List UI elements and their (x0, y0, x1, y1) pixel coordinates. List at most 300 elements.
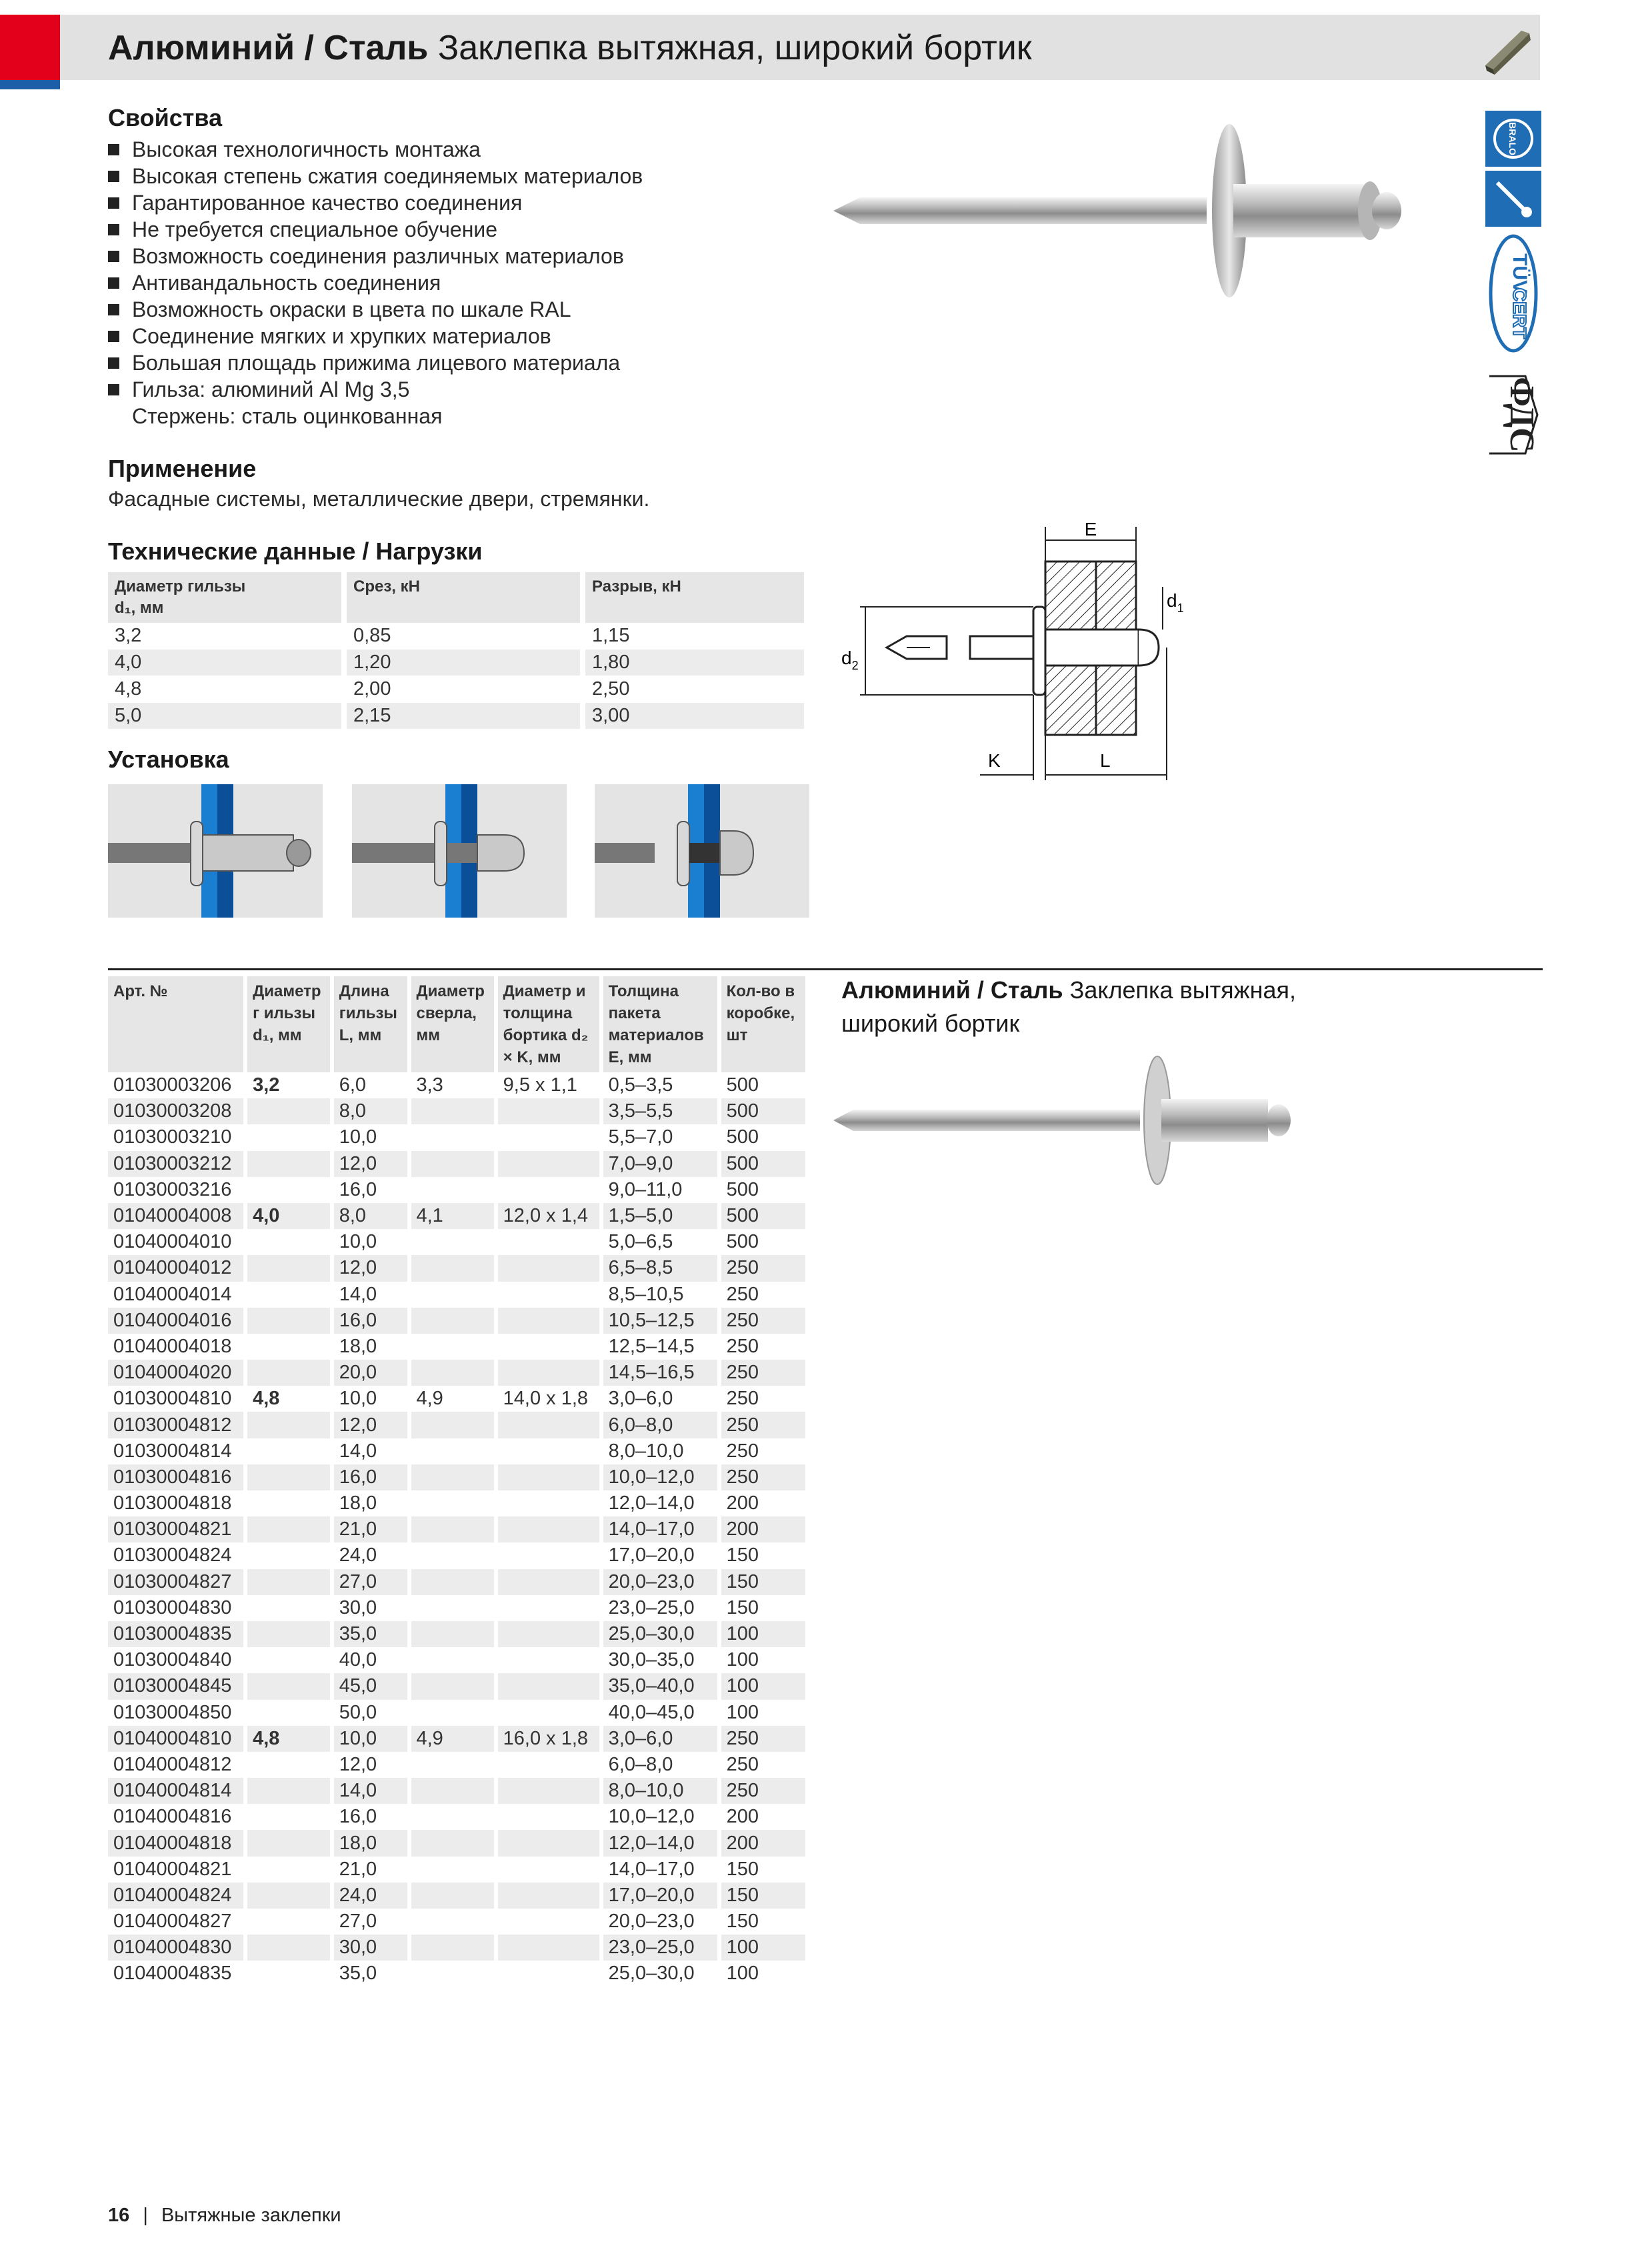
product-cell: 01030004810 (108, 1386, 247, 1412)
product-row (108, 1830, 809, 1856)
svg-text:ФДС: ФДС (1503, 377, 1541, 453)
product-cell: 6,0–8,0 (603, 1412, 721, 1438)
application-heading: Применение (108, 455, 257, 482)
bullet-icon (108, 331, 119, 342)
tech-cell: 1,80 (585, 650, 809, 676)
product-cell (247, 1464, 334, 1490)
product-cell: 500 (721, 1151, 809, 1177)
tech-row (108, 703, 809, 730)
product-cell (247, 1124, 334, 1150)
property-item (108, 136, 643, 163)
product-cell (498, 1804, 603, 1830)
product-cell (498, 1542, 603, 1568)
bullet-icon (108, 251, 119, 262)
product-cell: 25,0–30,0 (603, 1961, 721, 1987)
product-row (108, 1935, 809, 1961)
product-cell (411, 1752, 498, 1778)
product-cell (498, 1412, 603, 1438)
tech-cell: 2,15 (347, 703, 585, 730)
product-cell (498, 1124, 603, 1150)
product-cell: 100 (721, 1647, 809, 1673)
product-cell (247, 1516, 334, 1542)
product-row (108, 1360, 809, 1386)
product-cell: 24,0 (334, 1542, 411, 1568)
product-cell (247, 1595, 334, 1621)
product-cell: 6,0 (334, 1072, 411, 1098)
product-cell: 20,0–23,0 (603, 1909, 721, 1935)
product-cell: 01030004818 (108, 1490, 247, 1516)
product-cell: 45,0 (334, 1673, 411, 1699)
tech-cell: 5,0 (108, 703, 347, 730)
product-cell (498, 1438, 603, 1464)
product-row (108, 1438, 809, 1464)
product-cell: 250 (721, 1308, 809, 1334)
product-cell: 12,0 (334, 1151, 411, 1177)
product-cell: 8,0 (334, 1203, 411, 1229)
product-row (108, 1857, 809, 1883)
property-text: Гильза: алюминий Al Mg 3,5 (132, 377, 410, 401)
product-cell (247, 1177, 334, 1203)
product-cell: 16,0 (334, 1308, 411, 1334)
product-cell: 3,3 (411, 1072, 498, 1098)
product-cell (247, 1778, 334, 1804)
tech-col-diameter-unit: d₁, мм (115, 599, 164, 617)
product-cell (411, 1124, 498, 1150)
property-item (108, 349, 643, 376)
product-cell (247, 1857, 334, 1883)
product-cell: 01040004014 (108, 1282, 247, 1308)
properties-heading: Свойства (108, 104, 223, 131)
product-cell: 01040004818 (108, 1830, 247, 1856)
product-cell: 500 (721, 1203, 809, 1229)
product-cell: 01030004840 (108, 1647, 247, 1673)
tech-row (108, 676, 809, 703)
bullet-icon (108, 197, 119, 209)
product-row (108, 1647, 809, 1673)
product-cell: 6,0–8,0 (603, 1752, 721, 1778)
brand-red-mark (0, 15, 60, 80)
product-cell: 01040004008 (108, 1203, 247, 1229)
product-row (108, 1700, 809, 1726)
product-row (108, 1308, 809, 1334)
product-row (108, 1255, 809, 1281)
product-cell (498, 1151, 603, 1177)
side-rivet-photo (833, 1054, 1327, 1200)
product-cell: 10,0–12,0 (603, 1464, 721, 1490)
product-cell: 27,0 (334, 1569, 411, 1595)
product-cell: 100 (721, 1700, 809, 1726)
install-step-3 (595, 784, 809, 918)
product-cell (498, 1752, 603, 1778)
product-cell: 14,0–17,0 (603, 1516, 721, 1542)
product-cell (498, 1935, 603, 1961)
product-cell: 01030003208 (108, 1098, 247, 1124)
product-cell (411, 1308, 498, 1334)
properties-list (108, 136, 643, 429)
product-cell: 200 (721, 1490, 809, 1516)
product-cell: 24,0 (334, 1883, 411, 1909)
product-cell: 01040004020 (108, 1360, 247, 1386)
product-cell: 01040004827 (108, 1909, 247, 1935)
property-text: Соединение мягких и хрупких материалов (132, 324, 551, 348)
rivet-tool-icon (1485, 171, 1541, 227)
product-row (108, 1151, 809, 1177)
product-cell: 35,0–40,0 (603, 1673, 721, 1699)
title-product: Заклепка вытяжная, широкий бортик (437, 29, 1032, 67)
product-cell (247, 1909, 334, 1935)
tech-cell: 4,8 (108, 676, 347, 703)
product-cell: 12,0 x 1,4 (498, 1203, 603, 1229)
product-cell (411, 1255, 498, 1281)
tuv-cert-logo (1485, 233, 1541, 353)
product-cell: 18,0 (334, 1490, 411, 1516)
tech-col-diameter (108, 572, 347, 623)
product-cell: 16,0 (334, 1177, 411, 1203)
product-cell: 250 (721, 1778, 809, 1804)
side-title-product: Заклепка вытяжная, широкий бортик (841, 976, 1297, 1037)
page-footer (108, 2205, 341, 2227)
svg-text:TÜV: TÜV (1509, 253, 1531, 293)
footer-separator: | (143, 2205, 148, 2226)
property-item (108, 269, 643, 296)
product-cell: 100 (721, 1673, 809, 1699)
product-cell (411, 1569, 498, 1595)
product-row (108, 1229, 809, 1255)
side-title-material: Алюминий / Сталь (841, 976, 1063, 1004)
bralo-logo (1485, 111, 1541, 167)
product-row (108, 1804, 809, 1830)
product-cell (411, 1177, 498, 1203)
tech-row (108, 623, 809, 650)
product-cell: 01030004812 (108, 1412, 247, 1438)
product-cell: 30,0 (334, 1595, 411, 1621)
product-cell: 250 (721, 1412, 809, 1438)
product-cell (411, 1883, 498, 1909)
product-cell: 01030004816 (108, 1464, 247, 1490)
product-cell (411, 1673, 498, 1699)
product-cell: 100 (721, 1935, 809, 1961)
tech-header-row (108, 572, 809, 623)
product-cell (411, 1909, 498, 1935)
product-cell: 500 (721, 1072, 809, 1098)
product-cell: 01040004824 (108, 1883, 247, 1909)
product-cell: 18,0 (334, 1830, 411, 1856)
product-cell: 150 (721, 1595, 809, 1621)
product-cell (411, 1778, 498, 1804)
product-cell: 100 (721, 1961, 809, 1987)
product-cell: 14,5–16,5 (603, 1360, 721, 1386)
tech-cell: 2,00 (347, 676, 585, 703)
product-cell: 27,0 (334, 1909, 411, 1935)
product-cell: 3,2 (247, 1072, 334, 1098)
product-cell: 01030003210 (108, 1124, 247, 1150)
product-cell: 8,5–10,5 (603, 1282, 721, 1308)
tech-col-diameter-label: Диаметр гильзы (115, 578, 246, 596)
product-cell: 250 (721, 1386, 809, 1412)
brand-blue-mark (0, 80, 60, 89)
property-text: Возможность соединения различных материалов (132, 244, 624, 268)
product-cell: 01040004016 (108, 1308, 247, 1334)
product-cell (247, 1752, 334, 1778)
product-cell: 16,0 (334, 1464, 411, 1490)
product-cell: 1,5–5,0 (603, 1203, 721, 1229)
product-cell: 40,0 (334, 1647, 411, 1673)
install-step-1 (108, 784, 323, 918)
product-cell: 250 (721, 1334, 809, 1360)
product-cell: 14,0 (334, 1282, 411, 1308)
product-cell (498, 1464, 603, 1490)
product-row (108, 1778, 809, 1804)
product-cell (498, 1778, 603, 1804)
svg-text:d2: $d_2$ (841, 648, 859, 672)
product-row (108, 1464, 809, 1490)
product-cell: 16,0 (334, 1804, 411, 1830)
product-cell (247, 1334, 334, 1360)
product-cell (411, 1098, 498, 1124)
page-number: 16 (108, 2205, 130, 2226)
product-cell: 12,0 (334, 1752, 411, 1778)
product-cell: 10,0 (334, 1726, 411, 1752)
product-cell: 5,0–6,5 (603, 1229, 721, 1255)
product-cell: 8,0 (334, 1098, 411, 1124)
bullet-icon (108, 171, 119, 182)
property-text: Возможность окраски в цвета по шкале RAL (132, 297, 571, 321)
svg-text:BRALO: BRALO (1507, 122, 1518, 155)
product-cell (247, 1229, 334, 1255)
product-cell: 200 (721, 1804, 809, 1830)
product-cell: 30,0 (334, 1935, 411, 1961)
product-cell (411, 1360, 498, 1386)
product-cell (498, 1282, 603, 1308)
product-cell: 01030004835 (108, 1621, 247, 1647)
product-row (108, 1542, 809, 1568)
product-cell: 14,0 x 1,8 (498, 1386, 603, 1412)
product-cell (498, 1490, 603, 1516)
product-cell (498, 1569, 603, 1595)
product-cell (498, 1857, 603, 1883)
product-cell: 5,5–7,0 (603, 1124, 721, 1150)
product-cell: 01040004814 (108, 1778, 247, 1804)
product-cell: 17,0–20,0 (603, 1542, 721, 1568)
tech-row (108, 650, 809, 676)
tech-col-tensile: Разрыв, кН (585, 572, 809, 623)
product-cell: 10,0 (334, 1124, 411, 1150)
property-continuation: Стержень: сталь оцинкованная (132, 404, 443, 428)
svg-text:E: E (1084, 519, 1097, 539)
product-cell (411, 1647, 498, 1673)
product-cell: 35,0 (334, 1621, 411, 1647)
property-text: Большая площадь прижима лицевого материала (132, 351, 621, 375)
product-cell: 12,0 (334, 1255, 411, 1281)
product-row (108, 1595, 809, 1621)
product-cell: 50,0 (334, 1700, 411, 1726)
product-cell (411, 1151, 498, 1177)
product-cell: 8,0–10,0 (603, 1778, 721, 1804)
product-cell: 10,0 (334, 1229, 411, 1255)
product-cell: 01040004012 (108, 1255, 247, 1281)
tech-cell: 0,85 (347, 623, 585, 650)
product-cell (247, 1490, 334, 1516)
product-row (108, 1961, 809, 1987)
product-cell (411, 1830, 498, 1856)
product-cell: 3,0–6,0 (603, 1386, 721, 1412)
product-cell: 23,0–25,0 (603, 1595, 721, 1621)
product-cell: 500 (721, 1229, 809, 1255)
product-cell: 3,5–5,5 (603, 1098, 721, 1124)
product-cell (411, 1282, 498, 1308)
product-col-header: Длина гильзы L, мм (334, 976, 411, 1072)
property-text: Антивандальность соединения (132, 271, 441, 295)
product-cell: 7,0–9,0 (603, 1151, 721, 1177)
product-row (108, 1673, 809, 1699)
product-cell (498, 1830, 603, 1856)
property-item (108, 216, 643, 243)
product-cell (247, 1282, 334, 1308)
product-cell: 8,0–10,0 (603, 1438, 721, 1464)
property-item (108, 163, 643, 189)
product-cell: 150 (721, 1542, 809, 1568)
product-cell: 01030004830 (108, 1595, 247, 1621)
product-cell (247, 1151, 334, 1177)
product-cell: 4,1 (411, 1203, 498, 1229)
product-row (108, 1516, 809, 1542)
tech-cell: 1,20 (347, 650, 585, 676)
product-cell: 500 (721, 1177, 809, 1203)
rivet-photo (833, 115, 1433, 301)
product-cell: 250 (721, 1726, 809, 1752)
product-cell: 4,8 (247, 1386, 334, 1412)
tech-cell: 3,2 (108, 623, 347, 650)
bullet-icon (108, 384, 119, 395)
product-cell (411, 1412, 498, 1438)
profile-rail-icon (1481, 25, 1535, 75)
product-cell (247, 1935, 334, 1961)
product-cell: 01040004810 (108, 1726, 247, 1752)
product-cell (411, 1516, 498, 1542)
product-cell: 01030003216 (108, 1177, 247, 1203)
product-cell (498, 1255, 603, 1281)
tech-cell: 4,0 (108, 650, 347, 676)
product-cell: 01040004018 (108, 1334, 247, 1360)
product-cell: 01030003206 (108, 1072, 247, 1098)
product-cell: 20,0–23,0 (603, 1569, 721, 1595)
product-cell: 01030004845 (108, 1673, 247, 1699)
product-cell (498, 1647, 603, 1673)
product-cell: 16,0 x 1,8 (498, 1726, 603, 1752)
side-product-title (841, 974, 1348, 1040)
product-row (108, 1726, 809, 1752)
product-cell: 500 (721, 1098, 809, 1124)
product-col-header: Диаметр и толщина бортика d₂ × K, мм (498, 976, 603, 1072)
product-cell: 14,0 (334, 1778, 411, 1804)
tech-cell: 2,50 (585, 676, 809, 703)
product-cell: 21,0 (334, 1516, 411, 1542)
product-cell: 12,0 (334, 1412, 411, 1438)
product-cell: 23,0–25,0 (603, 1935, 721, 1961)
product-cell (498, 1098, 603, 1124)
product-row (108, 1282, 809, 1308)
tech-table (108, 572, 809, 730)
product-cell: 4,0 (247, 1203, 334, 1229)
product-row (108, 1490, 809, 1516)
product-cell: 01030004827 (108, 1569, 247, 1595)
product-cell: 250 (721, 1255, 809, 1281)
property-text: Высокая степень сжатия соединяемых материалов (132, 164, 643, 188)
property-text: Высокая технологичность монтажа (132, 137, 481, 161)
footer-section: Вытяжные заклепки (161, 2205, 341, 2226)
product-cell (411, 1595, 498, 1621)
svg-text:L: L (1100, 750, 1111, 771)
property-item (108, 323, 643, 349)
bullet-icon (108, 144, 119, 155)
product-cell (498, 1177, 603, 1203)
product-cell: 250 (721, 1438, 809, 1464)
product-header-row (108, 976, 809, 1072)
product-cell: 3,0–6,0 (603, 1726, 721, 1752)
product-cell: 150 (721, 1883, 809, 1909)
product-cell (498, 1621, 603, 1647)
product-row (108, 1883, 809, 1909)
product-row (108, 1621, 809, 1647)
product-cell (411, 1438, 498, 1464)
title-material: Алюминий / Сталь (108, 29, 429, 67)
product-col-header: Толщина пакета материалов E, мм (603, 976, 721, 1072)
product-row (108, 1124, 809, 1150)
product-cell: 40,0–45,0 (603, 1700, 721, 1726)
product-cell (411, 1334, 498, 1360)
product-cell: 10,0 (334, 1386, 411, 1412)
product-row (108, 1909, 809, 1935)
product-cell: 150 (721, 1909, 809, 1935)
property-item (108, 243, 643, 269)
product-row (108, 1203, 809, 1229)
product-cell: 250 (721, 1464, 809, 1490)
product-cell: 01030003212 (108, 1151, 247, 1177)
property-item (108, 189, 643, 216)
product-cell: 4,9 (411, 1726, 498, 1752)
product-cell (247, 1569, 334, 1595)
product-cell: 20,0 (334, 1360, 411, 1386)
product-cell: 35,0 (334, 1961, 411, 1987)
product-cell (247, 1673, 334, 1699)
bullet-icon (108, 304, 119, 315)
product-cell: 01030004824 (108, 1542, 247, 1568)
product-row (108, 1752, 809, 1778)
product-col-header: Диаметр сверла, мм (411, 976, 498, 1072)
product-cell (498, 1308, 603, 1334)
product-cell (411, 1464, 498, 1490)
product-cell: 500 (721, 1124, 809, 1150)
product-cell: 01040004821 (108, 1857, 247, 1883)
product-cell: 30,0–35,0 (603, 1647, 721, 1673)
product-cell: 01040004835 (108, 1961, 247, 1987)
svg-text:CERT: CERT (1509, 287, 1530, 339)
product-cell: 250 (721, 1752, 809, 1778)
product-cell (247, 1255, 334, 1281)
product-cell: 01040004816 (108, 1804, 247, 1830)
product-cell: 150 (721, 1569, 809, 1595)
product-cell: 10,5–12,5 (603, 1308, 721, 1334)
product-cell (498, 1595, 603, 1621)
section-rule (108, 968, 1543, 970)
product-cell: 200 (721, 1830, 809, 1856)
product-cell (498, 1961, 603, 1987)
product-cell: 0,5–3,5 (603, 1072, 721, 1098)
product-cell: 01030004850 (108, 1700, 247, 1726)
product-cell: 01040004010 (108, 1229, 247, 1255)
product-cell (247, 1360, 334, 1386)
product-cell: 25,0–30,0 (603, 1621, 721, 1647)
